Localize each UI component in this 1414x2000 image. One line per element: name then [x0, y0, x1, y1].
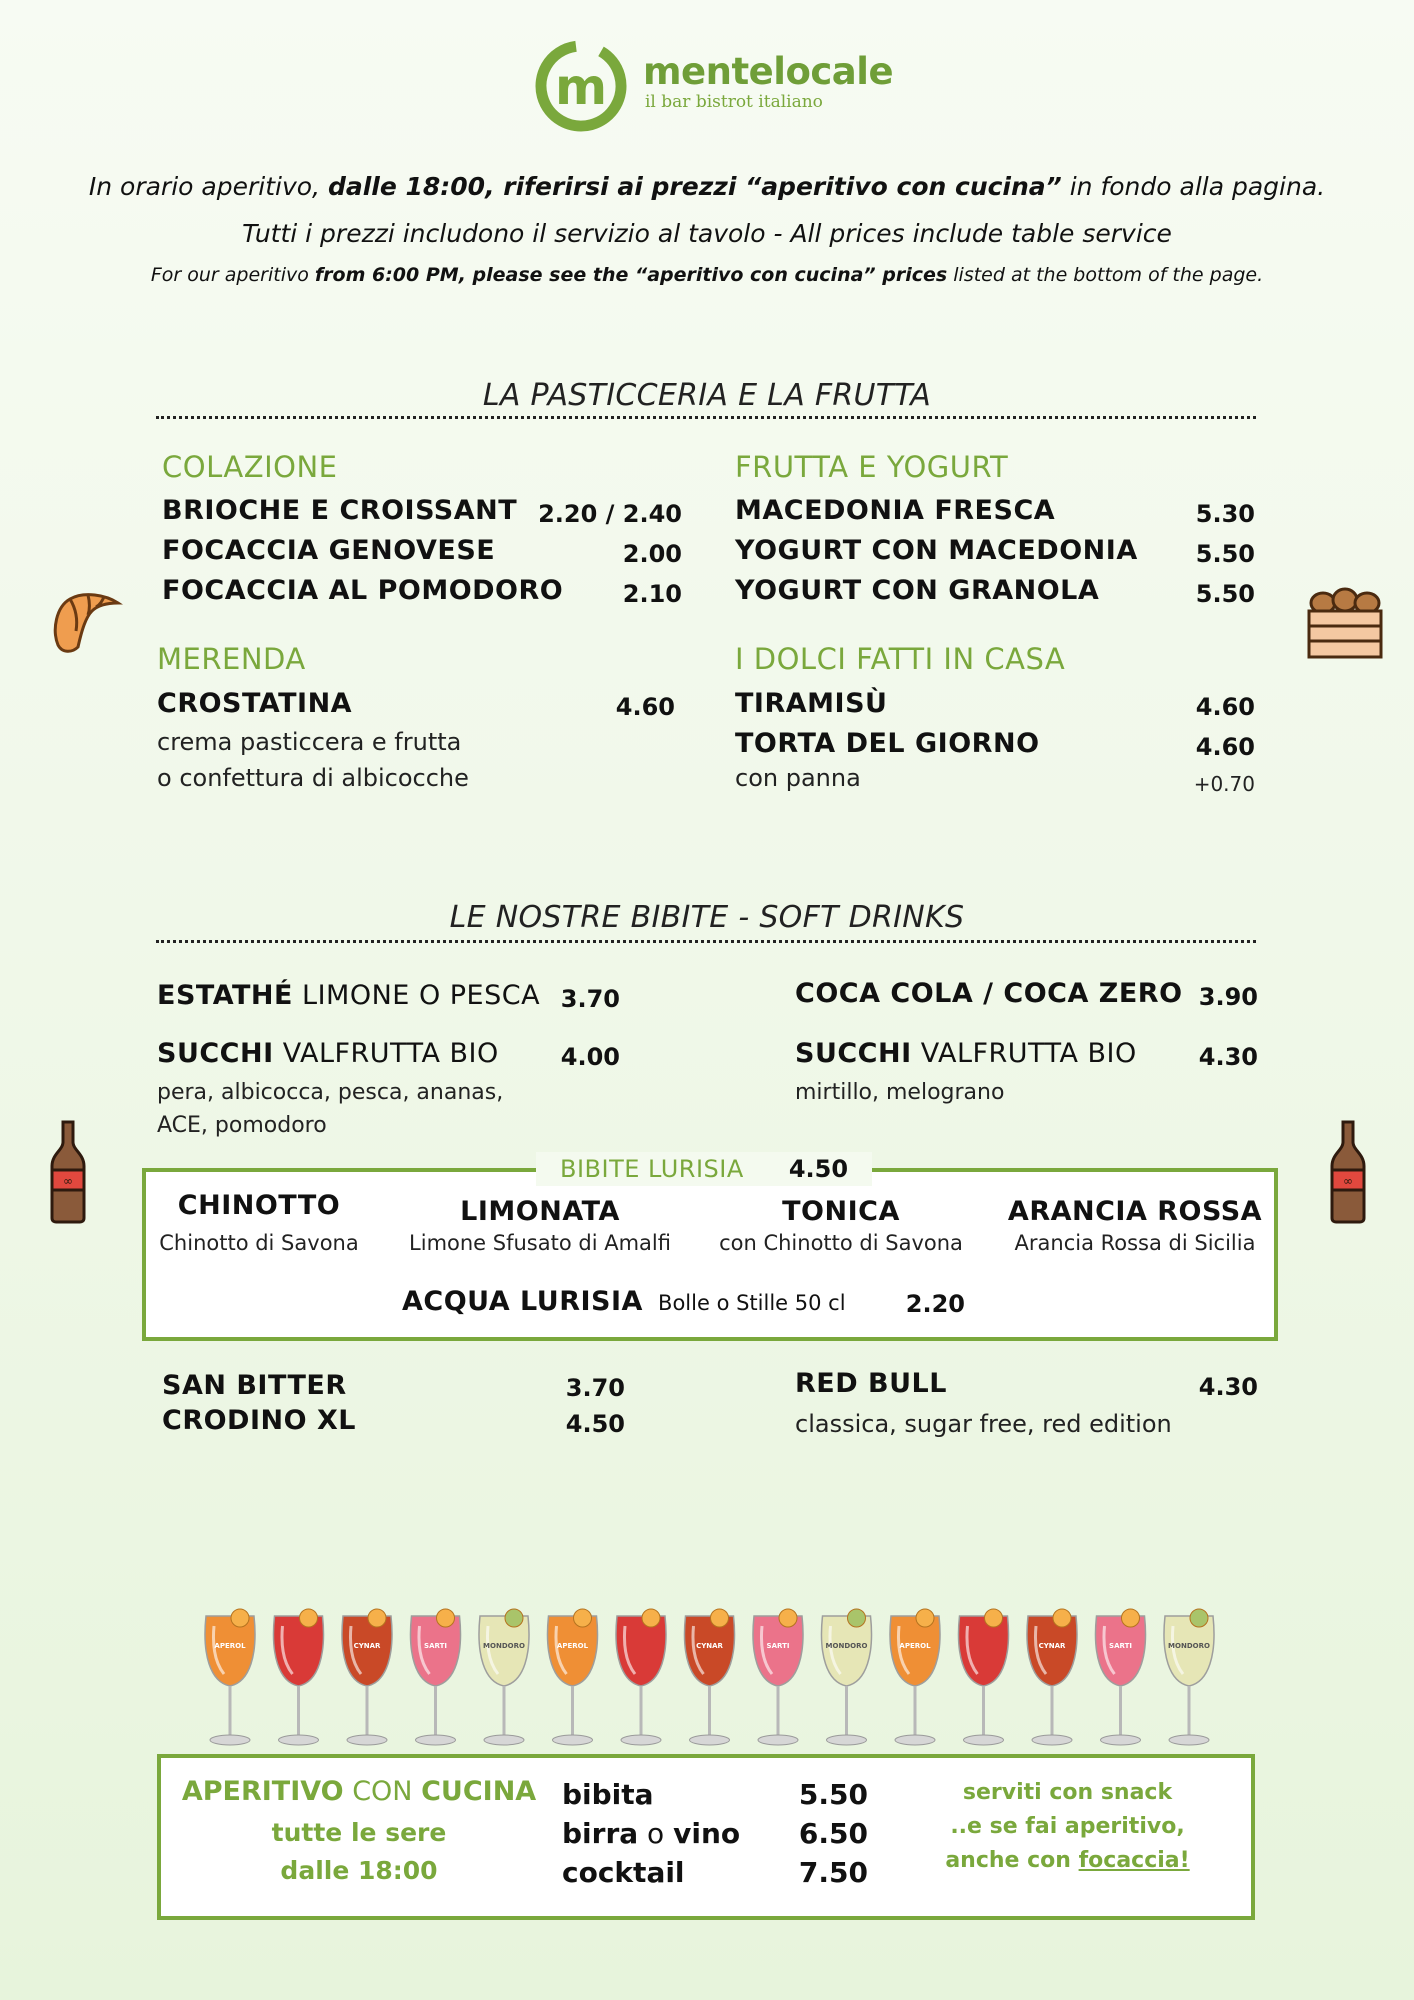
item-description: ACE, pomodoro — [157, 1113, 327, 1138]
item-description: o confettura di albicocche — [157, 764, 469, 792]
menu-price: 4.30 — [1198, 1373, 1258, 1401]
section-divider — [156, 940, 1256, 943]
glass-label: CYNAR — [1038, 1642, 1066, 1650]
glass-label: CYNAR — [696, 1642, 723, 1650]
aperitivo-note: serviti con snack — [962, 1780, 1173, 1805]
glass-label: SARTI — [1109, 1642, 1132, 1650]
aperitivo-price: 5.50 — [798, 1778, 868, 1811]
menu-price: 4.60 — [1195, 733, 1255, 761]
aperitivo-title: APERITIVO CON CUCINA — [181, 1776, 537, 1807]
menu-item: TIRAMISÙ — [735, 688, 888, 719]
menu-item-coca-cola: COCA COLA / COCA ZERO — [795, 978, 1183, 1009]
item-description: con panna — [735, 764, 861, 792]
svg-text:∞: ∞ — [1343, 1174, 1353, 1188]
cocktail-glass — [959, 1609, 1009, 1745]
aperitivo-note: ..e se fai aperitivo, — [950, 1814, 1185, 1839]
menu-price: 5.50 — [1195, 580, 1255, 608]
glass-label: MONDORO — [1168, 1642, 1210, 1650]
menu-price: 4.60 — [615, 693, 675, 721]
glass-label: MONDORO — [483, 1642, 525, 1650]
glass-label: CYNAR — [353, 1642, 381, 1650]
menu-price: 3.70 — [565, 1374, 625, 1402]
menu-item-red-bull: RED BULL — [795, 1368, 947, 1399]
item-description: mirtillo, melograno — [795, 1080, 1005, 1105]
menu-price: 2.00 — [622, 540, 682, 568]
cocktail-glass — [274, 1609, 324, 1745]
menu-price: 2.20 / 2.40 — [538, 500, 682, 528]
menu-item: FOCACCIA AL POMODORO — [162, 575, 564, 606]
glass-label: SARTI — [766, 1642, 790, 1650]
lurisia-limonata: LIMONATA Limone Sfusato di Amalfi — [409, 1196, 671, 1255]
menu-price: 4.50 — [565, 1410, 625, 1438]
aperitivo-item: birra o vino — [562, 1817, 741, 1850]
soda-bottle-icon — [1328, 1120, 1368, 1224]
menu-item: FOCACCIA GENOVESE — [162, 535, 496, 566]
cocktail-glass — [753, 1609, 803, 1745]
cocktail-glass — [1164, 1609, 1214, 1745]
item-description: pera, albicocca, pesca, ananas, — [157, 1080, 504, 1105]
category-colazione: COLAZIONE — [162, 450, 338, 484]
cocktail-glass — [205, 1609, 255, 1745]
menu-price: 3.90 — [1198, 983, 1258, 1011]
menu-price: 2.10 — [622, 580, 682, 608]
lurisia-header: BIBITE LURISIA 4.50 — [536, 1152, 872, 1186]
glass-label: SARTI — [424, 1642, 447, 1650]
cocktail-glass — [1096, 1609, 1146, 1745]
aperitivo-time: dalle 18:00 — [280, 1856, 438, 1885]
menu-item: TORTA DEL GIORNO — [735, 728, 1040, 759]
aperitivo-subtitle: tutte le sere — [271, 1818, 447, 1847]
aperitivo-price: 7.50 — [798, 1856, 868, 1889]
aperitivo-item: bibita — [562, 1778, 654, 1811]
aperitivo-price: 6.50 — [798, 1817, 868, 1850]
cocktail-glass — [616, 1609, 666, 1745]
cocktail-glass — [479, 1609, 529, 1745]
intro-line-3: For our aperitivo from 6:00 PM, please see the “aperitivo con cucina” prices listed at the bottom of the page. — [150, 264, 1264, 286]
menu-price: 4.30 — [1198, 1043, 1258, 1071]
glass-label: APEROL — [556, 1642, 589, 1650]
menu-price: 3.70 — [560, 985, 620, 1013]
cocktail-glass — [822, 1609, 872, 1745]
category-frutta-yogurt: FRUTTA E YOGURT — [735, 450, 1009, 484]
cocktail-glasses-row — [195, 1604, 1215, 1752]
menu-item-estathe: ESTATHÉ LIMONE O PESCA — [157, 980, 541, 1011]
logo-letter: m — [554, 58, 608, 116]
lurisia-acqua: ACQUA LURISIA Bolle o Stille 50 cl — [402, 1286, 846, 1317]
glass-label: APEROL — [899, 1642, 931, 1650]
cocktail-glass — [890, 1609, 940, 1745]
croissant-icon — [48, 585, 126, 663]
cocktail-glass — [1027, 1609, 1077, 1745]
menu-price: 5.30 — [1195, 500, 1255, 528]
section-title-bibite: LE NOSTRE BIBITE - SOFT DRINKS — [449, 900, 965, 935]
menu-item: BRIOCHE E CROISSANT — [162, 495, 518, 526]
logo-mark — [533, 38, 629, 134]
menu-item: YOGURT CON MACEDONIA — [735, 535, 1138, 566]
category-merenda: MERENDA — [157, 642, 306, 676]
lurisia-chinotto: CHINOTTO Chinotto di Savona — [159, 1190, 359, 1255]
intro-line-2: Tutti i prezzi includono il servizio al tavolo - All prices include table service — [242, 219, 1172, 248]
brand-tagline: il bar bistrot italiano — [645, 92, 823, 112]
brand-name: mentelocale — [643, 50, 894, 93]
menu-item-san-bitter: SAN BITTER — [162, 1370, 347, 1401]
cocktail-glass — [342, 1609, 392, 1745]
menu-price: 5.50 — [1195, 540, 1255, 568]
menu-price: 4.60 — [1195, 693, 1255, 721]
lurisia-tonica: TONICA con Chinotto di Savona — [719, 1196, 963, 1255]
lurisia-arancia-rossa: ARANCIA ROSSA Arancia Rossa di Sicilia — [1007, 1196, 1263, 1255]
glass-label: MONDORO — [825, 1642, 868, 1650]
intro-line-1: In orario aperitivo, dalle 18:00, riferirsi ai prezzi “aperitivo con cucina” in fondo alla pagina. — [88, 172, 1326, 201]
menu-item: MACEDONIA FRESCA — [735, 495, 1056, 526]
svg-text:∞: ∞ — [63, 1174, 73, 1188]
menu-item: YOGURT CON GRANOLA — [735, 575, 1100, 606]
menu-item-succhi: SUCCHI VALFRUTTA BIO — [795, 1038, 1137, 1069]
cocktail-glass — [411, 1609, 461, 1745]
addon-price: +0.70 — [1193, 772, 1255, 796]
menu-item: CROSTATINA — [157, 688, 353, 719]
section-title-pasticceria: LA PASTICCERIA E LA FRUTTA — [482, 378, 932, 413]
item-description: crema pasticcera e frutta — [157, 728, 462, 756]
soda-bottle-icon — [48, 1120, 88, 1224]
glass-label: APEROL — [214, 1642, 246, 1650]
aperitivo-note: anche con focaccia! — [945, 1848, 1190, 1873]
cocktail-glass — [548, 1609, 598, 1745]
section-divider — [156, 416, 1256, 419]
bread-crate-icon — [1306, 585, 1384, 661]
menu-item-succhi: SUCCHI VALFRUTTA BIO — [157, 1038, 499, 1069]
category-dolci: I DOLCI FATTI IN CASA — [735, 642, 1066, 676]
menu-price: 2.20 — [905, 1290, 965, 1318]
aperitivo-item: cocktail — [562, 1856, 685, 1889]
menu-price: 4.00 — [560, 1043, 620, 1071]
item-description: classica, sugar free, red edition — [795, 1410, 1172, 1438]
menu-item-crodino: CRODINO XL — [162, 1405, 356, 1436]
cocktail-glass — [685, 1609, 735, 1745]
